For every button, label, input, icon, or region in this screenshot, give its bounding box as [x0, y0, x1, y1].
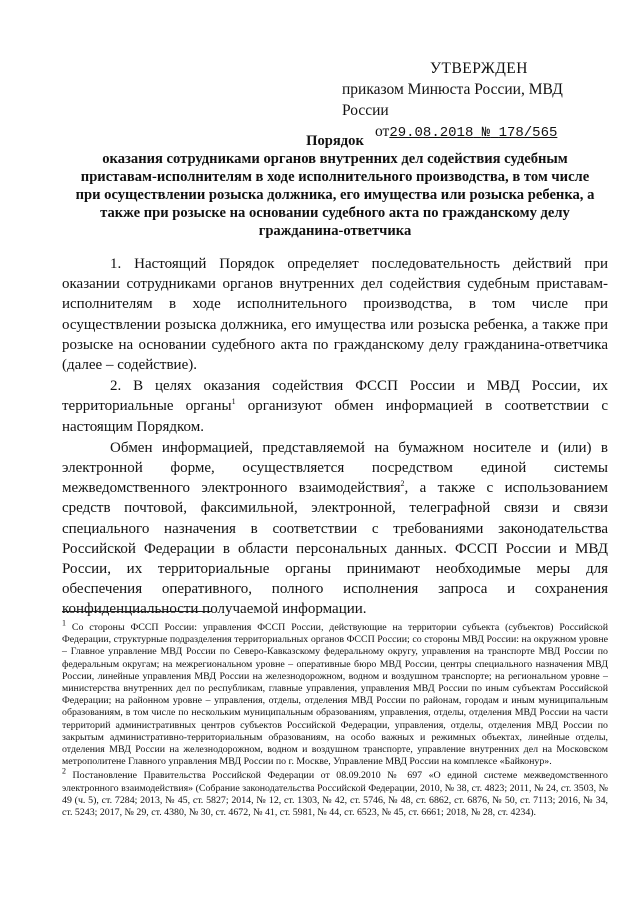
footnote-2 — [62, 767, 608, 819]
footnotes — [62, 618, 608, 821]
footnote-1-text: Со стороны ФССП России: управления ФССП России, действующие на территории субъекта (субъектов) Российской Федерации, структурные подразделения территориальных органов ФССП России; со стороны МВД России: на окружном уровне – Главное управление МВД России по Северо-Кавказскому федеральному округу, управления на транспорте МВД России по федеральным округам; на межрегиональном уровне – оперативные бюро МВД России, центры специального назначения МВД России, линейные управления МВД России на железнодорожном, водном и воздушном транспорте; на региональном уровне – министерства внутренних дел по республикам, главные управления, управления МВД России по иным субъектам Российской Федерации; на районном уровне – управления, отделы, отделения МВД России по районам, городам и иным муниципальным образованиям, в том числе по нескольким муниципальным образованиям, управления, отделы, отделения МВД России на части территорий административных центров субъектов Российской Федерации, управления, отделы, отделения МВД России по закрытым административно-территориальным образованиям, на особо важных и режимных объектах, линейные отделы, отделения МВД России на железнодорожном, водном и воздушном транспорте, управление внутренних дел на Московском метрополитене Главного управления МВД России по г. Москве, Управление МВД России на комплексе «Байконур». — [62, 622, 608, 768]
paragraph-1: 1. Настоящий Порядок определяет последовательность действий при оказании сотрудниками органов внутренних дел содействия судебным приставам-исполнителям в ходе исполнительного производства, в том числе при осуществлении розыска должника, его имущества или розыска ребенка, а также при розыске на основании судебного акта по гражданскому делу гражданина-ответчика (далее – содействие). — [62, 256, 608, 374]
document-heading — [70, 132, 600, 240]
paragraph-3-part-a: Обмен информацией, представляемой на бумажном носителе и (или) в электронной форме, осуществляется посредством единой системы межведомственного электронного взаимодействия — [62, 439, 608, 497]
footnote-divider — [62, 611, 212, 612]
approval-order-line: приказом Минюста России, МВД России — [342, 81, 563, 119]
heading-subtitle: оказания сотрудниками органов внутренних дел содействия судебным приставам-исполнителям в ходе исполнительного производства, в том числе при осуществлении розыска должника, его имущества или розыска ребенка, а также при розыске на основании судебного акта по гражданскому делу гражданина-ответчика — [75, 151, 595, 239]
approval-title: УТВЕРЖДЕН — [430, 60, 528, 77]
heading-title: Порядок — [306, 133, 364, 149]
paragraph-2-part-b: организуют обмен информацией в соответствии с настоящим Порядком. — [62, 398, 609, 435]
paragraph-2-part-a: 2. В целях оказания содействия ФССП России и МВД России, их территориальные органы — [62, 378, 608, 415]
footnote-ref-2: 2 — [400, 479, 405, 489]
footnote-ref-1: 1 — [231, 397, 236, 407]
document-body — [62, 254, 608, 621]
paragraph-3-part-b: , а также с использованием средств почтовой, факсимильной, электронной, телеграфной связи и связи специального назначения в соответствии с требованиями законодательства Российской Федерации в области персональных данных. ФССП России и МВД России, их территориальные органы принимают необходимые меры для обеспечения оперативного, полного исполнения запроса и сохранения конфиденциальности получаемой информации. — [62, 480, 608, 618]
approval-number: 178/565 — [498, 125, 558, 141]
footnote-2-mark: 2 — [62, 767, 66, 777]
footnote-1 — [62, 618, 608, 768]
approval-number-sign: № — [481, 125, 491, 141]
footnote-2-text: Постановление Правительства Российской Федерации от 08.09.2010 № 697 «О единой системе межведомственного электронного взаимодействия» (Собрание законодательства Российской Федерации, 2010, № 38, ст. 4823; 2011, № 24, ст. 3503, № 49 (ч. 5), ст. 7284; 2013, № 45, ст. 5827; 2014, № 12, ст. 1303, № 42, ст. 5746, № 48, ст. 6862, ст. 6876, № 50, ст. 7113; 2016, № 34, ст. 5243; 2017, № 29, ст. 4380, № 30, ст. 4672, № 41, ст. 5981, № 44, ст. 6523, № 45, ст. 6661; 2018, № 28, ст. 4234). — [62, 770, 608, 819]
approval-date: 29.08.2018 — [389, 125, 474, 141]
paragraph-3 — [62, 438, 608, 620]
approval-date-prefix: от — [375, 123, 390, 140]
paragraph-2 — [62, 376, 608, 437]
footnote-1-mark: 1 — [62, 618, 66, 628]
